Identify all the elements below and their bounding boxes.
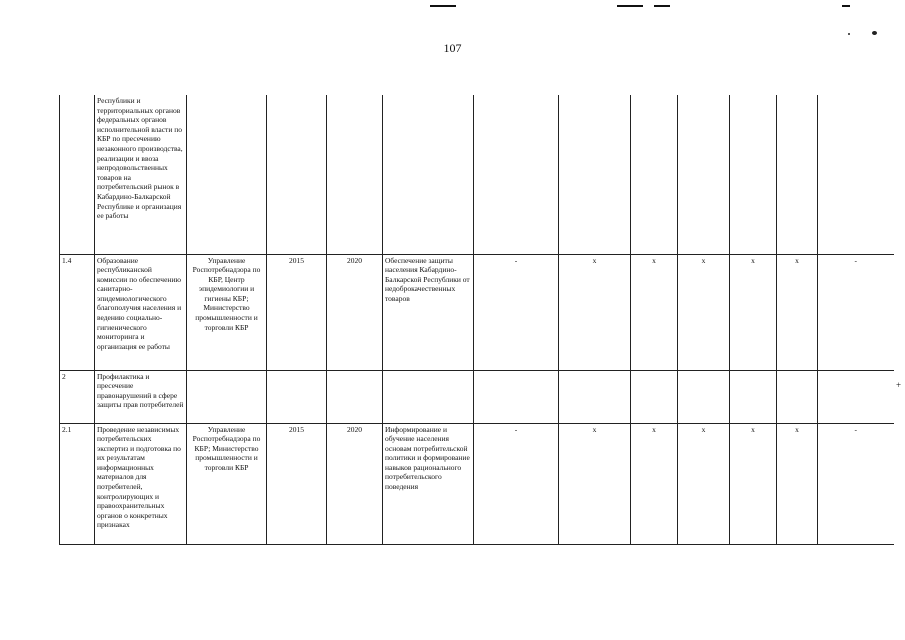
scan-artifact-line bbox=[654, 5, 670, 7]
scan-artifact-line bbox=[617, 5, 643, 7]
start-year: 2015 bbox=[267, 423, 327, 544]
mark-cell bbox=[474, 370, 559, 423]
start-year: 2015 bbox=[267, 254, 327, 370]
mark-cell bbox=[818, 370, 894, 423]
table-row bbox=[60, 423, 894, 544]
measure-name: Профилактика и пресечение правонарушений в сфере защиты прав потребителей bbox=[95, 370, 187, 423]
row-number: 1.4 bbox=[60, 254, 95, 370]
mark-cell bbox=[818, 95, 894, 254]
mark-cell: x bbox=[777, 254, 818, 370]
start-year bbox=[267, 95, 327, 254]
mark-cell: x bbox=[631, 254, 678, 370]
mark-cell: x bbox=[730, 423, 777, 544]
executor: Управление Роспотребнадзора по КБР, Центр эпидемиологии и гигиены КБР; Министерство промышленности и торговли КБР bbox=[187, 254, 267, 370]
end-year: 2020 bbox=[327, 254, 383, 370]
measure-name: Республики и территориальных органов федеральных органов исполнительной власти по КБР по пресечению незаконного производства, реализации и ввоза непродовольственных товаров на потребительский рынок в Кабардино-Балкарской Республике и организация ее работы bbox=[95, 95, 187, 254]
expected-result: Обеспечение защиты населения Кабардино-Балкарской Республики от недоброкачественных товаров bbox=[383, 254, 474, 370]
executor bbox=[187, 95, 267, 254]
end-year bbox=[327, 95, 383, 254]
table-row bbox=[60, 254, 894, 370]
mark-cell bbox=[678, 370, 730, 423]
measure-name: Образование республиканской комиссии по обеспечению санитарно-эпидемиологического благополучия населения и ведению социально-гигиенического мониторинга и организация ее работы bbox=[95, 254, 187, 370]
mark-cell bbox=[474, 95, 559, 254]
executor bbox=[187, 370, 267, 423]
mark-cell: x bbox=[777, 423, 818, 544]
end-year: 2020 bbox=[327, 423, 383, 544]
mark-cell bbox=[730, 95, 777, 254]
row-number bbox=[60, 95, 95, 254]
scan-speck bbox=[872, 31, 877, 35]
mark-cell: x bbox=[678, 423, 730, 544]
measure-name: Проведение независимых потребительских экспертиз и подготовка по их результатам информационных материалов для потребителей, контролирующих и правоохранительных органов о конкретных признаках bbox=[95, 423, 187, 544]
end-year bbox=[327, 370, 383, 423]
mark-cell bbox=[777, 95, 818, 254]
mark-cell: - bbox=[474, 254, 559, 370]
row-number: 2 bbox=[60, 370, 95, 423]
mark-cell: x bbox=[678, 254, 730, 370]
mark-cell: x bbox=[631, 423, 678, 544]
table-row bbox=[60, 370, 894, 423]
start-year bbox=[267, 370, 327, 423]
mark-cell: x bbox=[559, 423, 631, 544]
mark-cell bbox=[631, 95, 678, 254]
expected-result bbox=[383, 95, 474, 254]
measures-table bbox=[59, 95, 894, 545]
expected-result: Информирование и обучение населения основам потребительской политики и формирование навыков рационального потребительского поведения bbox=[383, 423, 474, 544]
mark-cell bbox=[631, 370, 678, 423]
executor: Управление Роспотребнадзора по КБР; Министерство промышленности и торговли КБР bbox=[187, 423, 267, 544]
page-number: 107 bbox=[443, 41, 462, 55]
mark-cell bbox=[559, 95, 631, 254]
mark-cell bbox=[559, 370, 631, 423]
expected-result bbox=[383, 370, 474, 423]
mark-cell bbox=[678, 95, 730, 254]
mark-cell: x bbox=[559, 254, 631, 370]
mark-cell: - bbox=[474, 423, 559, 544]
scan-artifact-line bbox=[430, 5, 456, 7]
row-number: 2.1 bbox=[60, 423, 95, 544]
scan-artifact-line bbox=[842, 5, 850, 7]
mark-cell bbox=[777, 370, 818, 423]
table-row bbox=[60, 95, 894, 254]
scan-speck bbox=[848, 33, 850, 35]
mark-cell: - bbox=[818, 423, 894, 544]
mark-cell: x bbox=[730, 254, 777, 370]
mark-cell: - bbox=[818, 254, 894, 370]
stray-plus-mark: + bbox=[896, 380, 902, 390]
mark-cell bbox=[730, 370, 777, 423]
